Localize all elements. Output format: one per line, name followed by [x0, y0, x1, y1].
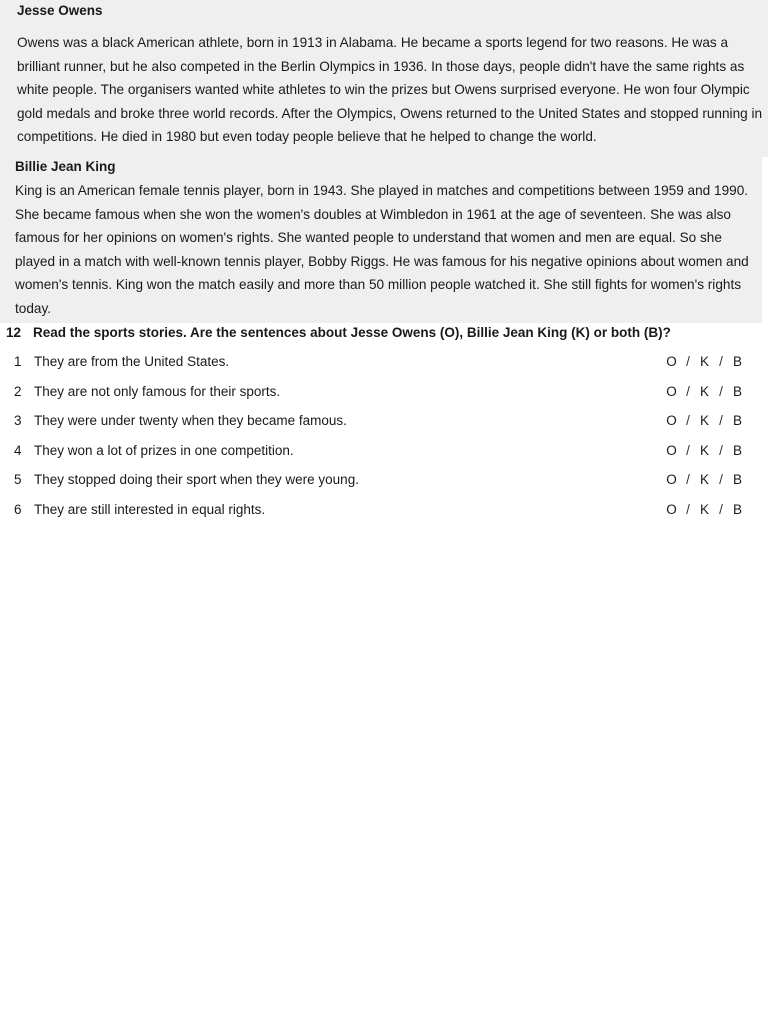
answer-option-k[interactable]: K: [699, 442, 709, 458]
answer-option-k[interactable]: K: [699, 472, 709, 488]
question-row: [0, 440, 768, 462]
answer-option-b[interactable]: B: [732, 413, 742, 429]
question-text: They are from the United States.: [34, 354, 230, 369]
answer-option-b[interactable]: B: [732, 442, 742, 458]
answer-options: [665, 440, 760, 462]
answer-option-k[interactable]: K: [699, 383, 709, 399]
story-text: King is an American female tennis player, born in 1943. She played in matches and competitions between 1959 and 1990. She became famous when she won the women's doubles at Wimbledon in 1961 at the age of seventeen. She was also famous for her opinions on women's rights. She wanted people to understand that women and men are equal. So she played in a match with well-known tennis player, Bobby Riggs. He was famous for his negative opinions about women and women's tennis. King won the match easily and more than 50 million people watched it. She still fights for women's rights today.: [15, 183, 749, 316]
answer-options: [665, 381, 760, 403]
question-text: They are not only famous for their sports.: [34, 383, 281, 399]
question-row: [0, 381, 768, 403]
option-separator: /: [719, 354, 723, 369]
question-number: 5: [14, 472, 22, 488]
story-text: Owens was a black American athlete, born in 1913 in Alabama. He became a sports legend for two reasons. He was a brilliant runner, but he also competed in the Berlin Olympics in 1936. In those days, people didn't have the same rights as white people. The organisers wanted white athletes to win the prizes but Owens surprised everyone. He won four Olympic gold medals and broke three world records. After the Olympics, Owens returned to the United States and stopped running in competitions. He died in 1980 but even today people believe that he helped to change the world.: [17, 35, 763, 145]
question-row: [0, 351, 768, 373]
answer-option-o[interactable]: O: [666, 472, 677, 488]
answer-option-b[interactable]: B: [732, 354, 742, 369]
question-number: 4: [14, 442, 22, 458]
story-title: Jesse Owens: [17, 3, 103, 18]
answer-options: [665, 410, 760, 432]
option-separator: /: [686, 502, 690, 517]
option-separator: /: [719, 472, 723, 488]
exercise-heading: [6, 324, 766, 342]
option-separator: /: [686, 442, 690, 458]
answer-option-b[interactable]: B: [732, 472, 742, 488]
question-number: 2: [14, 383, 22, 399]
answer-option-b[interactable]: B: [732, 383, 742, 399]
option-separator: /: [686, 472, 690, 488]
question-row: [0, 469, 768, 491]
option-separator: /: [686, 354, 690, 369]
answer-option-o[interactable]: O: [666, 354, 677, 369]
answer-option-k[interactable]: K: [699, 502, 709, 517]
answer-option-o[interactable]: O: [666, 502, 677, 517]
exercise-number: 12: [6, 325, 22, 340]
answer-option-o[interactable]: O: [666, 442, 677, 458]
option-separator: /: [719, 413, 723, 429]
story-title: Billie Jean King: [15, 159, 116, 174]
option-separator: /: [686, 383, 690, 399]
story-billie-jean-king: [0, 157, 762, 323]
answer-option-k[interactable]: K: [699, 354, 709, 369]
option-separator: /: [719, 442, 723, 458]
option-separator: /: [686, 413, 690, 429]
option-separator: /: [719, 383, 723, 399]
answer-options: [665, 499, 760, 521]
question-number: 1: [14, 354, 22, 369]
question-text: They are still interested in equal rights.: [34, 502, 266, 517]
exercise-instruction: Read the sports stories. Are the sentences about Jesse Owens (O), Billie Jean King (K) or both (B)?: [33, 325, 671, 340]
answer-options: [665, 469, 760, 491]
question-text: They won a lot of prizes in one competition.: [34, 442, 294, 458]
answer-option-b[interactable]: B: [732, 502, 742, 517]
question-text: They were under twenty when they became famous.: [34, 413, 347, 429]
answer-option-o[interactable]: O: [666, 413, 677, 429]
option-separator: /: [719, 502, 723, 517]
question-row: [0, 410, 768, 432]
answer-option-k[interactable]: K: [699, 413, 709, 429]
answer-options: [665, 351, 760, 373]
question-number: 3: [14, 413, 22, 429]
answer-option-o[interactable]: O: [666, 383, 677, 399]
story-jesse-owens: [0, 0, 768, 157]
question-row: [0, 499, 768, 521]
question-text: They stopped doing their sport when they were young.: [34, 472, 359, 488]
question-number: 6: [14, 502, 22, 517]
